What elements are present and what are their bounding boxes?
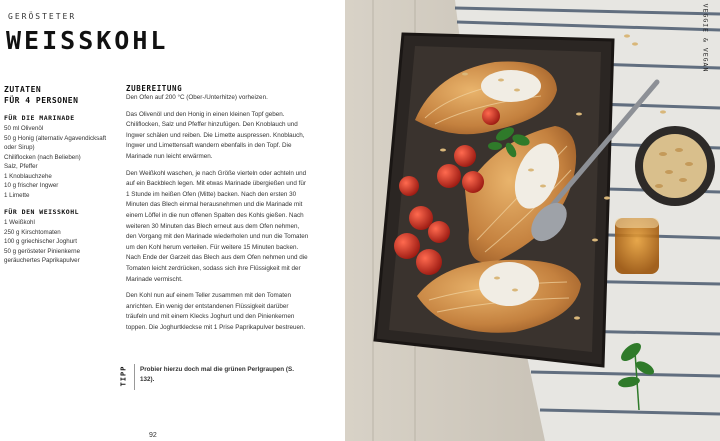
marinade-list	[4, 124, 116, 200]
food-photo	[345, 0, 720, 441]
tip-box	[121, 362, 311, 392]
list-item: 1 Knoblauchzehe	[4, 172, 52, 180]
ingredients-column	[4, 84, 116, 266]
servings-heading: FÜR 4 PERSONEN	[4, 96, 79, 105]
list-item: 50 g gerösteter Pinienkerne	[4, 247, 81, 255]
list-item: 100 g griechischer Joghurt	[4, 238, 77, 245]
cabbage-list	[4, 218, 116, 266]
recipe-title: WEISSKOHL	[6, 26, 169, 55]
list-item: 1 Weißkohl	[4, 219, 35, 226]
list-item: 10 g frischer Ingwer	[4, 182, 59, 189]
list-item: 50 g Honig (alternativ Agavendicksaft	[4, 134, 107, 142]
section-tab-label: VEGGIE & VEGAN	[701, 3, 710, 73]
honey-jar	[615, 218, 659, 274]
preparation-heading: ZUBEREITUNG	[126, 84, 183, 93]
pine-nut-bowl	[635, 126, 715, 206]
list-item: 1 Limette	[4, 191, 30, 199]
list-item: oder Sirup)	[4, 144, 35, 151]
tip-text: Probier hierzu doch mal die grünen Perlgraupen (S. 132).	[140, 366, 294, 383]
preparation-step: Den Weißkohl waschen, je nach Größe vierteln oder achteln und auf ein Backblech legen. Mit etwas Marinade übergießen und für 1 Stunde im heißen Ofen (Mitte) backen. Nach den ersten 30 Minuten das Blech einmal herausnehmen und die Marinade mit einem Löffel in die nun offenen Spalten des Kohls gießen. Nach weiteren 30 Minuten das Blech erneut aus dem Ofen nehmen, den Vorgang mit den Marinade wiederholen und nun die Tomaten um den Kohl herum verteilen. Für weitere 15 Minuten backen. Nach Ende der Garzeit das Blech aus dem Ofen nehmen und die Tomaten leicht zerdrücken, sodass sich ihre Flüssigkeit mit der Marinade vermischt.	[126, 169, 309, 283]
recipe-kicker: GERÖSTETER	[8, 12, 77, 21]
section-tab	[701, 0, 720, 80]
preparation-step: Den Kohl nun auf einem Teller zusammen mit den Tomaten anrichten. Ein wenig der entstandenen Flüssigkeit darüber träufeln und mit einem Klecks Joghurt und den Pinienkernen toppen. Die Joghurtkleckse mit 1 Prise Paprikapulver bestreuen.	[126, 292, 306, 331]
cabbage-heading: FÜR DEN WEISSKOHL	[4, 208, 80, 216]
list-item: 250 g Kirschtomaten	[4, 228, 61, 236]
ingredients-heading: ZUTATEN	[4, 85, 42, 94]
list-item: 50 ml Olivenöl	[4, 125, 44, 132]
tip-divider	[134, 364, 135, 390]
preparation-column	[126, 84, 309, 339]
list-item: Chiliflocken (nach Belieben)	[4, 153, 81, 161]
list-item: Salz, Pfeffer	[4, 163, 38, 170]
tip-label-wrap	[121, 362, 133, 392]
food-photo-illustration	[345, 0, 720, 441]
marinade-heading: FÜR DIE MARINADE	[4, 114, 75, 122]
left-page	[0, 0, 345, 441]
list-item: geräuchertes Paprikapulver	[4, 257, 80, 264]
tip-label: TIPP	[119, 365, 128, 387]
preparation-step: Den Ofen auf 200 °C (Ober-/Unterhitze) vorheizen.	[126, 94, 268, 101]
page-number: 92	[149, 432, 157, 439]
preparation-step: Das Olivenöl und den Honig in einen kleinen Topf geben. Chiliflocken, Salz und Pfeffer hinzufügen. Den Knoblauch und Ingwer schälen und reiben. Die Limette auspressen. Knoblauch, Ingwer und Limettensaft wandern ebenfalls in den Topf. Die Marinade nun leicht erwärmen.	[126, 110, 305, 160]
